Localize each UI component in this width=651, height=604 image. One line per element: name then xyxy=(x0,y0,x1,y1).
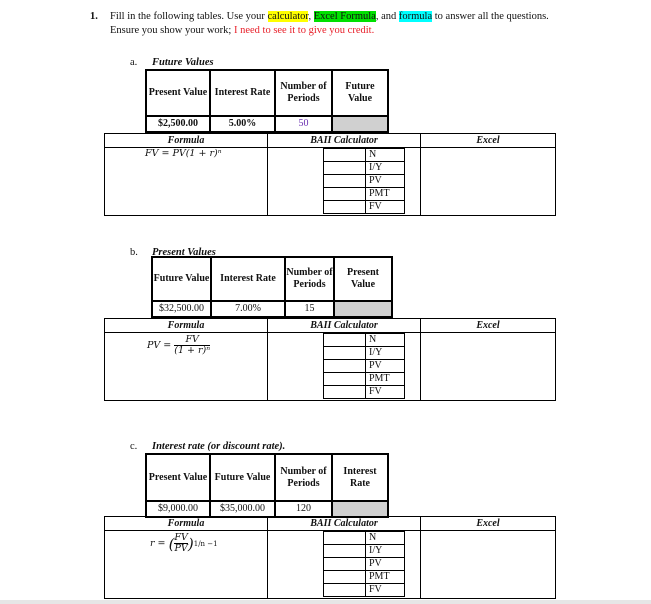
calc-key-label: PV xyxy=(366,175,405,188)
formula: r = ( $\frac{FV}{PV}$ ) 1/n −1 xyxy=(150,532,218,554)
value-cell: $2,500.00 xyxy=(146,116,210,132)
calculator-row xyxy=(324,175,405,188)
text: to answer all the questions. xyxy=(432,11,549,22)
calc-input-cell[interactable] xyxy=(324,334,366,347)
text: Ensure you show your work; xyxy=(110,25,234,36)
column-header: Number of Periods xyxy=(275,70,332,116)
calculator-row xyxy=(324,149,405,162)
text: , xyxy=(308,11,314,22)
section-letter: b. xyxy=(130,247,138,258)
formula-denominator: (1 + r)ⁿ xyxy=(174,345,211,356)
formula-exponent: 1/n −1 xyxy=(193,539,218,548)
excel-header: Excel xyxy=(421,319,556,333)
work-table xyxy=(104,516,556,599)
calc-key-label: PMT xyxy=(366,571,405,584)
excel-cell[interactable] xyxy=(421,148,556,216)
calc-key-label: PMT xyxy=(366,188,405,201)
given-values-table xyxy=(145,453,389,518)
calc-input-cell[interactable] xyxy=(324,545,366,558)
formula-lhs: r = xyxy=(150,538,166,549)
column-header: Present Value xyxy=(146,70,210,116)
calc-input-cell[interactable] xyxy=(324,386,366,399)
calc-key-label: N xyxy=(366,334,405,347)
calc-key-label: FV xyxy=(366,584,405,597)
formula-header: Formula xyxy=(105,134,268,148)
value-cell: $32,500.00 xyxy=(152,301,211,317)
column-header: Interest Rate xyxy=(211,257,285,301)
excel-cell[interactable] xyxy=(421,333,556,401)
answer-cell[interactable] xyxy=(334,301,392,317)
excel-cell[interactable] xyxy=(421,531,556,599)
calc-key-label: PMT xyxy=(366,373,405,386)
highlight-formula: formula xyxy=(398,11,433,22)
formula-lhs: PV = xyxy=(147,340,172,351)
calc-input-cell[interactable] xyxy=(324,188,366,201)
calculator-keys-table xyxy=(323,531,405,597)
formula xyxy=(105,335,267,356)
calc-input-cell[interactable] xyxy=(324,149,366,162)
calc-input-cell[interactable] xyxy=(324,532,366,545)
calculator-row xyxy=(324,373,405,386)
calculator-header: BAII Calculator xyxy=(268,517,421,531)
column-header: Future Value xyxy=(332,70,388,116)
column-header: Number of Periods xyxy=(285,257,334,301)
column-header: Present Value xyxy=(334,257,392,301)
calculator-row xyxy=(324,162,405,175)
calculator-cell xyxy=(268,333,421,401)
formula-cell[interactable] xyxy=(105,531,268,599)
value-cell: 15 xyxy=(285,301,334,317)
section-title: Future Values xyxy=(152,57,214,68)
calculator-row xyxy=(324,571,405,584)
calculator-row xyxy=(324,584,405,597)
calculator-header: BAII Calculator xyxy=(268,134,421,148)
calculator-row xyxy=(324,334,405,347)
page-bottom-edge xyxy=(0,600,651,604)
calc-input-cell[interactable] xyxy=(324,162,366,175)
column-header: Future Value xyxy=(210,454,275,501)
question-number: 1. xyxy=(90,11,98,22)
excel-header: Excel xyxy=(421,134,556,148)
work-table xyxy=(104,318,556,401)
answer-cell[interactable] xyxy=(332,116,388,132)
value-cell: $9,000.00 xyxy=(146,501,210,517)
calc-input-cell[interactable] xyxy=(324,175,366,188)
calculator-row xyxy=(324,188,405,201)
calculator-row xyxy=(324,347,405,360)
calculator-keys-table xyxy=(323,148,405,214)
highlight-calculator: calculator xyxy=(267,11,309,22)
given-values-table xyxy=(145,69,389,133)
calc-key-label: N xyxy=(366,149,405,162)
question-instructions xyxy=(110,11,549,22)
column-header: Present Value xyxy=(146,454,210,501)
calc-key-label: N xyxy=(366,532,405,545)
fv-formula: FV = PV(1 + r)ⁿ xyxy=(145,148,222,159)
formula-denominator: PV xyxy=(174,543,188,554)
calc-input-cell[interactable] xyxy=(324,558,366,571)
given-values-table xyxy=(151,256,393,318)
calculator-row xyxy=(324,558,405,571)
calc-key-label: PV xyxy=(366,360,405,373)
calc-input-cell[interactable] xyxy=(324,571,366,584)
calculator-cell xyxy=(268,148,421,216)
section-letter: c. xyxy=(130,441,138,452)
answer-cell[interactable] xyxy=(332,501,388,517)
value-cell: 120 xyxy=(275,501,332,517)
formula-numerator: FV xyxy=(174,532,188,543)
calc-input-cell[interactable] xyxy=(324,584,366,597)
calculator-row xyxy=(324,360,405,373)
text: Fill in the following tables. Use your xyxy=(110,11,268,22)
calc-input-cell[interactable] xyxy=(324,201,366,214)
value-cell: $35,000.00 xyxy=(210,501,275,517)
column-header: Interest Rate xyxy=(210,70,275,116)
calculator-row xyxy=(324,532,405,545)
formula-numerator: FV xyxy=(174,335,210,346)
calculator-keys-table xyxy=(323,333,405,399)
calculator-row xyxy=(324,201,405,214)
calc-key-label: FV xyxy=(366,386,405,399)
text: , and xyxy=(375,11,399,22)
value-cell: 5.00% xyxy=(210,116,275,132)
formula-cell[interactable] xyxy=(105,148,268,216)
calc-key-label: I/Y xyxy=(366,347,405,360)
calc-key-label: PV xyxy=(366,558,405,571)
calc-input-cell[interactable] xyxy=(324,360,366,373)
value-cell: 7.00% xyxy=(211,301,285,317)
calculator-header: BAII Calculator xyxy=(268,319,421,333)
excel-header: Excel xyxy=(421,517,556,531)
column-header: Future Value xyxy=(152,257,211,301)
formula-cell[interactable] xyxy=(105,333,268,401)
instructions-line2 xyxy=(110,25,374,36)
value-cell: 50 xyxy=(275,116,332,132)
formula-header: Formula xyxy=(105,319,268,333)
section-letter: a. xyxy=(130,57,138,68)
work-table xyxy=(104,133,556,216)
column-header: Interest Rate xyxy=(332,454,388,501)
calculator-row xyxy=(324,386,405,399)
calc-key-label: I/Y xyxy=(366,162,405,175)
calc-input-cell[interactable] xyxy=(324,347,366,360)
calc-key-label: I/Y xyxy=(366,545,405,558)
calculator-row xyxy=(324,545,405,558)
credit-note: I need to see it to give you credit. xyxy=(233,25,375,36)
section-title: Interest rate (or discount rate). xyxy=(152,441,286,452)
calc-key-label: FV xyxy=(366,201,405,214)
calculator-cell xyxy=(268,531,421,599)
calc-input-cell[interactable] xyxy=(324,373,366,386)
column-header: Number of Periods xyxy=(275,454,332,501)
section-title: Present Values xyxy=(152,247,216,258)
formula-header: Formula xyxy=(105,517,268,531)
highlight-excel-formula: Excel Formula xyxy=(313,11,376,22)
